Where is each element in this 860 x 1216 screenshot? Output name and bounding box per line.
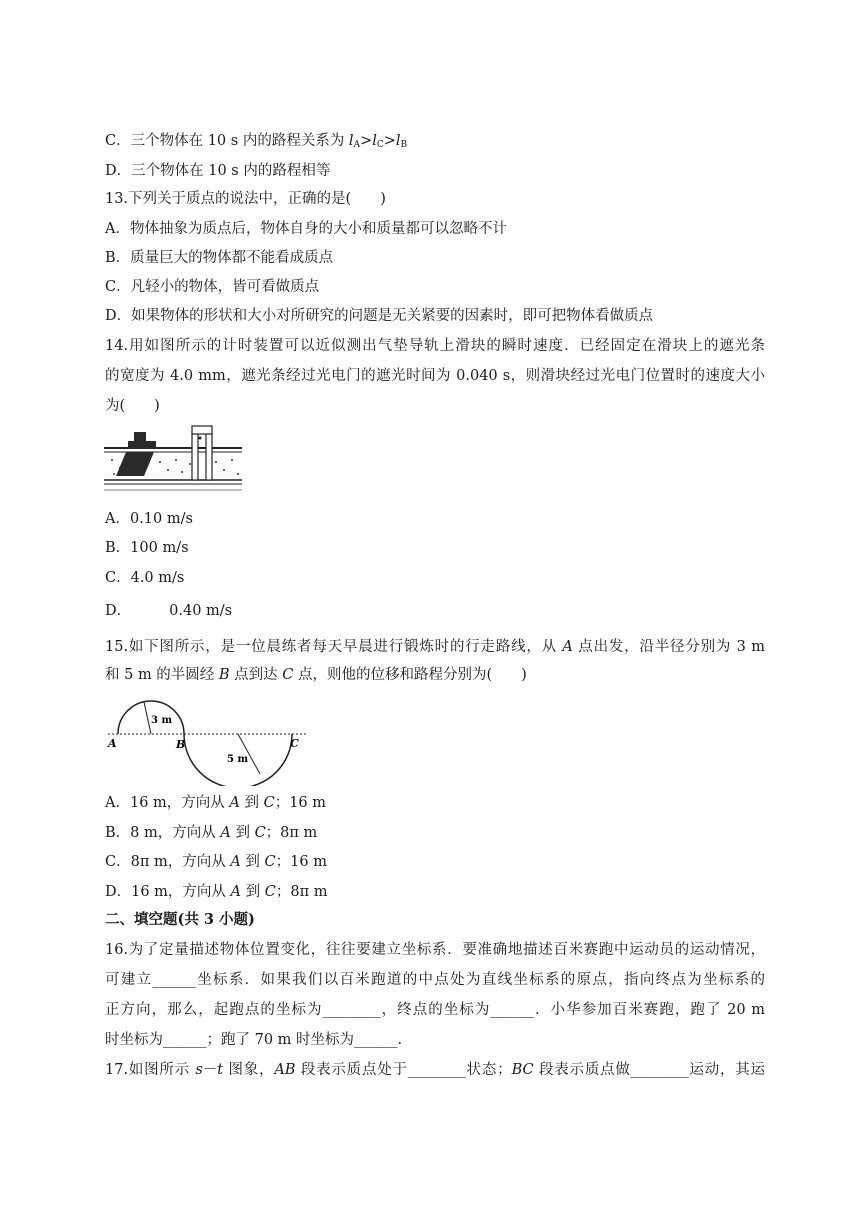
option-d-q12: D．三个物体在 10 s 内的路程相等 [105,163,331,179]
dash: － [202,1062,218,1078]
text: D．16 m，方向从 [105,884,231,900]
text: B．8 m，方向从 [105,825,221,841]
fig-radius-3m: 3 m [151,715,173,726]
text: 和 5 m 的半圆经 [105,667,219,683]
option-a-q13: A．物体抽象为质点后，物体自身的大小和质量都可以忽略不计 [105,221,507,237]
text: 段表示质点处于________状态； [295,1062,512,1078]
option-text: C．三个物体在 10 s 内的路程关系为 [105,133,349,149]
text: 17.如图所示 [105,1062,196,1078]
text: 点到达 [229,667,283,683]
question-16-line-4: 时坐标为______；跑了 70 m 时坐标为______. [105,1032,403,1048]
question-15-line-2 [105,665,527,685]
question-13: 13.下列关于质点的说法中，正确的是( ) [105,191,386,207]
option-b-q13: B．质量巨大的物体都不能看成质点 [105,250,334,266]
text: 到 [241,884,265,900]
fig-radius-5m: 5 m [227,754,249,765]
question-15-line-1 [105,637,765,657]
section-heading: 二、填空题(共 3 小题) [105,911,255,928]
option-d-q15 [105,882,327,902]
text: 到 [239,795,264,811]
question-17-line-1 [105,1060,765,1080]
option-a-q14: A．0.10 m/s [105,511,193,527]
text: 图象， [223,1062,275,1078]
point-a: A [562,639,573,655]
point-c: C [282,667,294,683]
gt-sign: > [360,133,373,149]
option-d-q13: D．如果物体的形状和大小对所研究的问题是无关紧要的因素时，即可把物体看做质点 [105,308,654,324]
option-value: 0.40 m/s [169,603,233,619]
text: 段表示质点做________运动，其运 [533,1062,766,1078]
var-l: l [395,133,401,149]
option-b-q15 [105,823,317,843]
var-l: l [348,133,354,149]
gt-sign: > [383,133,396,149]
point-c: C [264,884,276,900]
point-c: C [264,854,276,870]
text: ；8π m [265,825,318,841]
point-a: A [220,825,231,841]
option-c-q13: C．凡轻小的物体，皆可看做质点 [105,279,320,295]
text: 点出发，沿半径分别为 3 m [572,639,765,655]
text: 到 [240,854,265,870]
option-a-q15 [105,793,326,813]
text: C．8π m，方向从 [105,854,231,870]
point-a: A [229,795,240,811]
subscript: A [353,140,361,150]
point-c: C [263,795,275,811]
question-14-line-2: 的宽度为 4.0 mm，遮光条经过光电门的遮光时间为 0.040 s，则滑块经过光电门位置时的速度大小 [105,368,765,384]
option-letter: D． [105,603,132,619]
var-t: t [217,1062,224,1078]
option-c-q12 [105,131,407,155]
option-d-q14 [105,601,232,621]
point-b: B [218,667,230,683]
subscript: C [376,140,384,150]
var-s: s [195,1062,203,1078]
segment-bc: BC [511,1062,534,1078]
option-c-q14: C．4.0 m/s [105,570,185,586]
option-b-q14: B．100 m/s [105,540,189,556]
fig-label-c: C [290,737,299,750]
var-l: l [372,133,377,149]
question-16-line-2: 可建立______坐标系．如果我们以百米跑道的中点处为直线坐标系的原点，指向终点为坐标系的 [105,972,765,988]
text: 到 [230,825,255,841]
text: ；16 m [274,795,327,811]
subscript: B [400,140,408,150]
question-16-line-3: 正方向，那么，起跑点的坐标为________，终点的坐标为______．小华参加百米赛跑，跑了 20 m [105,1002,765,1018]
segment-ab: AB [274,1062,296,1078]
fig-label-a: A [108,737,117,750]
text: 15.如下图所示，是一位晨练者每天早晨进行锻炼时的行走路线，从 [105,639,563,655]
question-16-line-1: 16.为了定量描述物体位置变化，往往要建立坐标系．要准确地描述百米赛跑中运动员的运动情况， [105,942,765,958]
fig-label-b: B [176,738,186,751]
air-track-figure [104,424,244,496]
point-a: A [230,884,242,900]
point-c: C [254,825,266,841]
text: ；16 m [275,854,327,870]
text: A．16 m，方向从 [105,795,230,811]
question-14-line-1: 14.用如图所示的计时装置可以近似测出气垫导轨上滑块的瞬时速度．已经固定在滑块上的遮光条 [105,338,765,354]
text: 点，则他的位移和路程分别为( ) [293,667,527,683]
option-c-q15 [105,852,327,872]
point-a: A [230,854,241,870]
text: ；8π m [275,884,328,900]
semicircle-path-figure [104,696,314,786]
question-14-line-3: 为( ) [105,398,160,414]
